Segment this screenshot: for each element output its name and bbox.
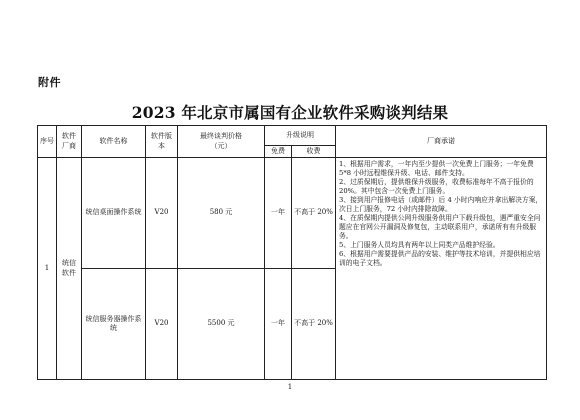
cell-seq: 1: [38, 158, 57, 380]
header-version: 软件版本: [146, 126, 178, 158]
commitment-item: 3、接到用户报修电话（或邮件）后 4 小时内响应并拿出解决方案，次日上门服务，72 小时内排除故障。: [339, 196, 543, 214]
header-upgrade-paid: 收费: [292, 146, 336, 158]
cell-version: V20: [146, 158, 178, 269]
cell-upgrade-free: 一年: [265, 269, 292, 380]
cell-upgrade-free: 一年: [265, 158, 292, 269]
cell-price: 5500 元: [178, 269, 265, 380]
document-title: 2023 年北京市属国有企业软件采购谈判结果: [131, 103, 449, 122]
header-final-price: 最终谈判价格（元）: [178, 126, 265, 158]
cell-version: V20: [146, 269, 178, 380]
commitment-item: 6、根据用户需要提供产品的安装、维护等技术培训，并提供相应培训的电子文档。: [339, 250, 541, 268]
attachment-label: 附件: [38, 76, 61, 89]
cell-software-name: 统信服务器操作系统: [82, 269, 146, 380]
cell-upgrade-paid: 不高于 20%: [292, 158, 336, 269]
header-vendor-commitment: 厂商承诺: [336, 126, 547, 158]
cell-price: 580 元: [178, 158, 265, 269]
cell-upgrade-paid: 不高于 20%: [292, 269, 336, 380]
cell-vendor: 统信软件: [57, 158, 82, 380]
table-header-row: [38, 126, 547, 146]
negotiation-result-table: [37, 125, 547, 380]
header-upgrade-free: 免费: [265, 146, 292, 158]
commitment-item: 2、过质保期后，提供维保升级服务，收费标准每年不高于报价的 20%。其中包含一次免费上门服务。: [339, 178, 534, 196]
table-row: [38, 158, 547, 269]
commitment-item: 5、上门服务人员均具有两年以上同类产品维护经验。: [339, 241, 500, 250]
commitment-item: 1、根据用户需求，一年内至少提供一次免费上门服务；一年免费 5*8 小时远程维保升级、电话、邮件支持。: [339, 160, 534, 178]
header-software-name: 软件名称: [82, 126, 146, 158]
header-vendor: 软件厂商: [57, 126, 82, 158]
header-upgrade-notes: 升级说明: [265, 126, 336, 146]
cell-software-name: 统信桌面操作系统: [82, 158, 146, 269]
header-seq: 序号: [38, 126, 57, 158]
cell-vendor-commitment: [336, 158, 547, 380]
page-number: 1: [287, 383, 293, 391]
commitment-item: 4、在质保期内提供公网升级服务供用户下载升级包，遇严重安全问题应在官网公开漏洞及修复包，主动联系用户，承诺所有有升级服务。: [339, 214, 541, 241]
